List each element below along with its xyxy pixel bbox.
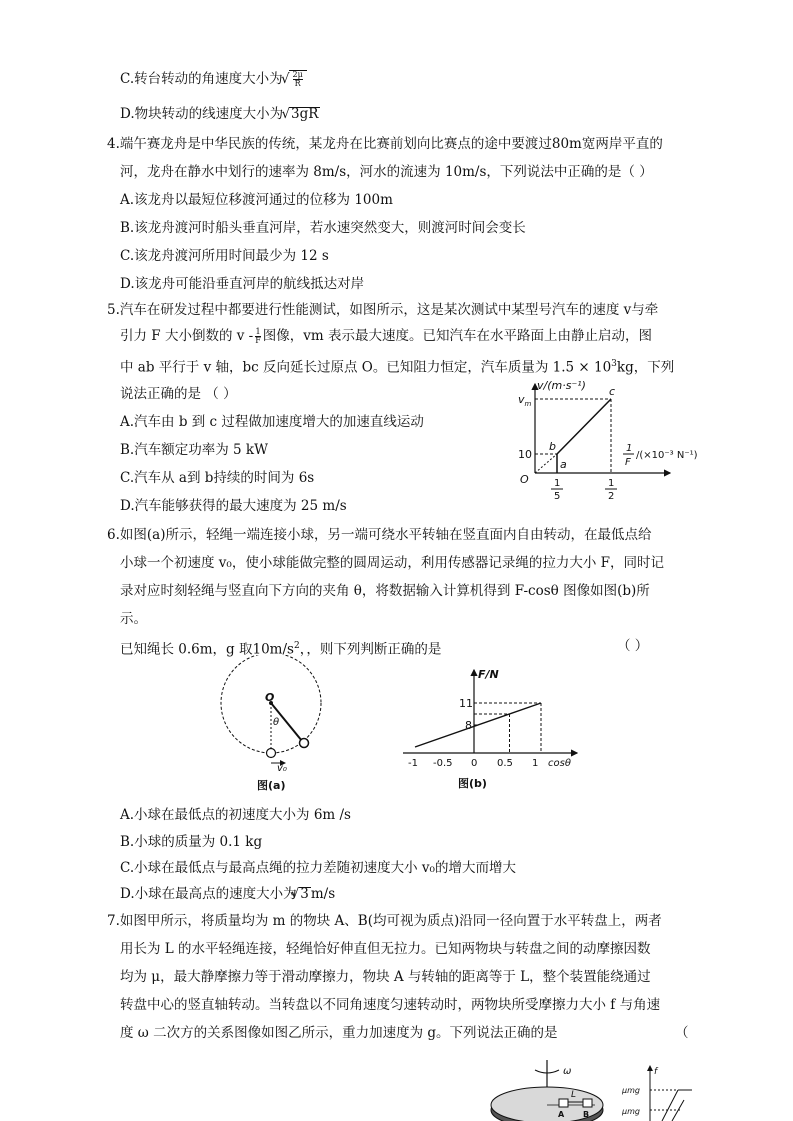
q3-option-c: C.转台转动的角速度大小为 √ $\frac{2\mu}{R}$ — [120, 70, 307, 88]
q3-option-d: D.物块转动的线速度大小为 √ 3gR — [120, 105, 320, 123]
q6-option-c: C.小球在最低点与最高点绳的拉力差随初速度大小 v₀的增大而增大 — [120, 860, 516, 876]
q6-x-tick-05: 0.5 — [497, 758, 513, 769]
q5-stem-1: 5.汽车在研发过程中都要进行性能测试，如图所示，这是某次测试中某型号汽车的速度 v与牵 — [107, 302, 659, 318]
q5-option-b: B.汽车额定功率为 5 kW — [120, 442, 268, 458]
q5-point-c: c — [609, 385, 616, 398]
q6-stem-4: 示。 — [120, 611, 147, 627]
q6-theta: θ — [273, 717, 280, 728]
q7-stem-4: 转盘中心的竖直轴转动。当转盘以不同角速度匀速转动时，两物块所受摩擦力大小 f 与角速 — [120, 997, 661, 1013]
q6-ball — [300, 739, 309, 748]
q5-option-d: D.汽车能够获得的最大速度为 25 m/s — [120, 498, 347, 514]
q7-umg-lower: μmg — [622, 1107, 640, 1116]
q5-option-c: C.汽车从 a到 b持续的时间为 6s — [120, 470, 315, 486]
q6-fig-b-caption: 图(b) — [458, 777, 487, 790]
q6-x-tick-1: 1 — [532, 758, 539, 769]
q7-f-line-1 — [662, 1090, 678, 1121]
q4-option-c: C.该龙舟渡河所用时间最少为 12 s — [120, 248, 329, 264]
q7-label-a: A — [558, 1110, 565, 1119]
q7-label-b: B — [583, 1110, 590, 1119]
q7-omega: ω — [563, 1066, 572, 1077]
q5-x-tick-1-num: 1 — [554, 478, 561, 489]
q5-x-label-unit: /(×10⁻³ N⁻¹) — [636, 450, 698, 461]
q7-f-omega-chart — [622, 1064, 697, 1121]
q7-stem-5: 度 ω 二次方的关系图像如图乙所示，重力加速度为 g。下列说法正确的是 — [120, 1025, 558, 1041]
q6-ball-lowest — [267, 749, 276, 758]
q7-block-a — [559, 1099, 568, 1107]
q7-turntable-figure — [485, 1060, 615, 1121]
q6-figure-b — [395, 665, 595, 795]
q5-point-b: b — [549, 440, 556, 453]
q6-option-b: B.小球的质量为 0.1 kg — [120, 834, 263, 850]
q6-answer-paren: （ ） — [617, 638, 649, 654]
q5-origin: O — [520, 473, 529, 486]
q4-option-a: A.该龙舟以最短位移渡河通过的位移为 100m — [120, 192, 393, 208]
q4-option-d: D.该龙舟可能沿垂直河岸的航线抵达对岸 — [120, 276, 365, 292]
q5-y-label: v/(m·s⁻¹) — [537, 379, 586, 392]
q7-stem-1: 7.如图甲所示，将质量均为 m 的物块 A、B(均可视为质点)沿同一径向置于水平转盘上，两者 — [107, 913, 662, 929]
q6-y-tick-8: 8 — [465, 719, 472, 732]
q7-umg-upper: μmg — [622, 1086, 640, 1095]
q6-x-tick-neg05: -0.5 — [433, 758, 453, 769]
q5-point-a: a — [560, 458, 567, 471]
q7-length-l: L — [571, 1090, 577, 1100]
q5-stem-4: 说法正确的是 （ ） — [120, 386, 237, 402]
q6-x-tick-neg1: -1 — [408, 758, 418, 769]
q6-x-label: cosθ — [548, 758, 571, 769]
q6-option-d: D.小球在最高点的速度大小为√ 3 m/s — [120, 885, 335, 903]
q7-stem-2: 用长为 L 的水平轻绳连接，轻绳恰好伸直但无拉力。已知两物块与转盘之间的动摩擦因数 — [120, 941, 651, 957]
q5-x-tick-2-num: 1 — [608, 478, 615, 489]
q7-stem-3: 均为 μ，最大静摩擦力等于滑动摩擦力，物块 A 与转轴的距离等于 L，整个装置能绕通过 — [120, 969, 651, 985]
q5-x-tick-2-den: 2 — [608, 491, 615, 502]
q6-y-tick-11: 11 — [459, 697, 473, 710]
q6-stem-5: 已知绳长 0.6m，g 取$10m/s^2$，，则下列判断正确的是 — [120, 641, 442, 658]
q7-f-line-3 — [672, 1100, 684, 1121]
q4-stem-1: 4.端午赛龙舟是中华民族的传统，某龙舟在比赛前划向比赛点的途中要渡过80m宽两岸平直的 — [107, 136, 663, 152]
q5-x-tick-1-den: 5 — [554, 491, 561, 502]
q6-figure-a — [215, 655, 335, 795]
q5-stem-3: 中 ab 平行于 v 轴，bc 反向延长过原点 O。已知阻力恒定，汽车质量为 $1.5 \times 10^3kg$，下列 — [120, 359, 675, 376]
q7-block-b — [583, 1099, 592, 1107]
q6-fig-a-caption: 图(a) — [257, 779, 286, 792]
q6-stem-1: 6.如图(a)所示，轻绳一端连接小球，另一端可绕水平转轴在竖直面内自由转动，在最低点给 — [107, 527, 652, 543]
q6-y-label: F/N — [478, 668, 499, 681]
q6-stem-3: 录对应时刻轻绳与竖直向下方向的夹角 θ，将数据输入计算机得到 F-cosθ 图像如图(b)所 — [120, 583, 650, 599]
q5-bc-segment — [557, 399, 611, 454]
q3-option-c-radical: √ $\frac{2\mu}{R}$ — [289, 70, 307, 88]
q5-vm-label: $v_m$ — [518, 393, 532, 408]
q7-answer-paren: （ — [675, 1025, 689, 1041]
q5-x-label-num: 1 — [626, 443, 633, 454]
q5-y-tick-10: 10 — [518, 448, 532, 461]
q6-v0-label: v₀ — [277, 763, 287, 774]
q4-stem-2: 河，龙舟在静水中划行的速率为 8m/s，河水的流速为 10m/s，下列说法中正确的是（ ） — [120, 164, 653, 180]
q6-point-o: O — [265, 691, 275, 704]
q5-x-label-den: F — [625, 457, 631, 468]
q6-option-a: A.小球在最低点的初速度大小为 6m /s — [120, 807, 351, 823]
q4-option-b: B.该龙舟渡河时船头垂直河岸，若水速突然变大，则渡河时间会变长 — [120, 220, 526, 236]
q5-option-a: A.汽车由 b 到 c 过程做加速度增大的加速直线运动 — [120, 414, 424, 430]
q6-stem-2: 小球一个初速度 v₀，使小球能做完整的圆周运动，利用传感器记录绳的拉力大小 F，同时记 — [120, 555, 664, 571]
q7-f-label: f — [654, 1067, 658, 1077]
q5-stem-2: 引力 F 大小倒数的 v - $\frac{1}{F}$ 图像，vm 表示最大速度。已知汽车在水平路面上由静止启动，图 — [120, 327, 653, 345]
q6-x-tick-0: 0 — [471, 758, 478, 769]
q5-ob-extension — [535, 454, 557, 473]
q5-v-f-chart — [505, 378, 725, 510]
